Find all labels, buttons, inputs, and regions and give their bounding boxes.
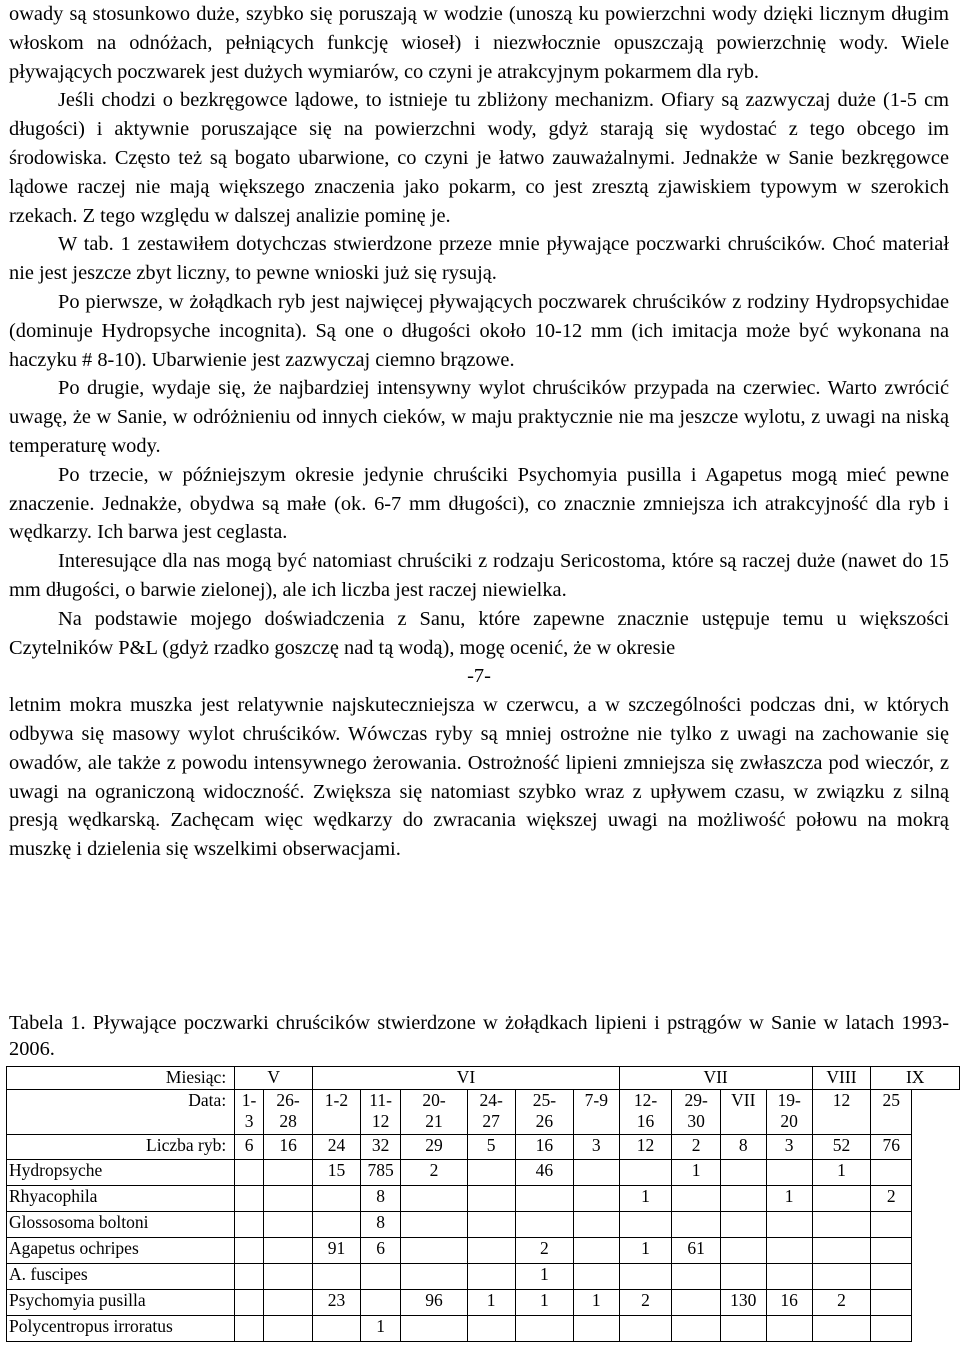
date-cell: 25 [871,1090,912,1135]
table-cell [672,1264,720,1290]
table-cell [401,1264,467,1290]
table-cell: 785 [360,1160,401,1186]
date-cell: 12 [812,1090,871,1135]
body-text-continued [9,691,949,864]
table-cell: 2 [401,1160,467,1186]
table-cell [235,1264,264,1290]
caddisfly-table [6,1066,960,1342]
table-cell [263,1212,312,1238]
table-cell [766,1264,812,1290]
table-cell: 46 [515,1160,573,1186]
table-cell [812,1212,871,1238]
table-cell [672,1316,720,1342]
table-cell [360,1290,401,1316]
table-cell [720,1264,766,1290]
table-cell [467,1316,515,1342]
table-cell [812,1264,871,1290]
table-cell: 1 [619,1238,672,1264]
table-cell [515,1212,573,1238]
table-cell: 130 [720,1290,766,1316]
date-cell: 26- 28 [263,1090,312,1135]
table-cell: 8 [360,1186,401,1212]
table-cell [313,1186,360,1212]
table-cell [871,1264,912,1290]
date-cell: 11- 12 [360,1090,401,1135]
page-number: -7- [467,665,491,688]
table-cell [360,1264,401,1290]
paragraph: owady są stosunkowo duże, szybko się poruszają w wodzie (unoszą ku powierzchni wody dzięki licznym długim włoskom na odnóżach, pełniących funkcję wioseł) i niezwłocznie opuszczają powierzchnię wody. Wiele pływających poczwarek jest dużych wymiarów, co czyni je atrakcyjnym pokarmem dla ryb. [9,3,949,83]
table-cell [871,1160,912,1186]
table-cell: 2 [871,1186,912,1212]
table-cell [812,1238,871,1264]
fish-count-cell: 29 [401,1135,467,1160]
table-cell [766,1316,812,1342]
table-cell: 1 [573,1290,619,1316]
paragraph: W tab. 1 zestawiłem dotychczas stwierdzone przeze mnie pływające poczwarki chruścików. Choć materiał nie jest jeszcze zbyt liczny, to pewne wnioski już się rysują. [9,233,949,285]
table-cell [619,1212,672,1238]
table-cell [313,1212,360,1238]
table-cell [235,1316,264,1342]
table-cell [263,1316,312,1342]
table-cell [573,1264,619,1290]
table-row [7,1290,960,1316]
table-cell: 6 [360,1238,401,1264]
month-cell: VIII [812,1067,871,1090]
fish-count-cell: 24 [313,1135,360,1160]
table-cell: 2 [812,1290,871,1316]
table-cell [766,1212,812,1238]
fish-count-cell: 76 [871,1135,912,1160]
table-cell [812,1316,871,1342]
table-cell: 1 [812,1160,871,1186]
month-header-row [7,1067,960,1090]
paragraph: Interesujące dla nas mogą być natomiast chruściki z rodzaju Sericostoma, które są raczej duże (nawet do 15 mm długości, o barwie zielonej), ale ich liczba jest raczej niewielka. [9,550,949,601]
fish-count-row [7,1135,960,1160]
fish-count-cell: 8 [720,1135,766,1160]
table-cell [766,1160,812,1186]
table-cell: 23 [313,1290,360,1316]
table-cell [235,1290,264,1316]
fish-count-cell: 6 [235,1135,264,1160]
table-cell: 96 [401,1290,467,1316]
table-row [7,1238,960,1264]
paragraph: Jeśli chodzi o bezkręgowce lądowe, to istnieje tu zbliżony mechanizm. Ofiary są zazwyczaj duże (1-5 cm długości) i aktywnie poruszające się na powierzchni wody, gdyż starają się wydostać z tego obcego im środowiska. Często też są bogato ubarwione, co czyni je łatwo zauważalnymi. Jednakże w Sanie bezkręgowce lądowe raczej nie mają większego znaczenia jako pokarm, co jest zresztą zjawiskiem typowym w szerokich rzekach. Z tego względu w dalszej analizie pominę je. [9,89,949,227]
table-cell [313,1264,360,1290]
species-name: Psychomyia pusilla [7,1290,235,1316]
species-name: Glossosoma boltoni [7,1212,235,1238]
table-cell [573,1316,619,1342]
table-cell [515,1186,573,1212]
table-cell [871,1290,912,1316]
species-name: Rhyacophila [7,1186,235,1212]
table-cell [467,1238,515,1264]
table-row [7,1316,960,1342]
table-row [7,1160,960,1186]
table-cell [720,1186,766,1212]
table-cell [720,1316,766,1342]
table-cell [871,1238,912,1264]
table-cell: 1 [672,1160,720,1186]
table-cell: 16 [766,1290,812,1316]
table-cell [467,1212,515,1238]
paragraph: Na podstawie mojego doświadczenia z Sanu, które zapewne znacznie ustępuje temu u większości Czytelników P&L (gdyż rzadko goszczę nad tą wodą), mogę ocenić, że w okresie [9,607,949,659]
fish-count-cell: 12 [619,1135,672,1160]
table-cell [672,1186,720,1212]
species-name: Hydropsyche [7,1160,235,1186]
table-cell [467,1186,515,1212]
table-cell [263,1238,312,1264]
table-cell: 1 [515,1264,573,1290]
table-cell: 1 [360,1316,401,1342]
species-name: Agapetus ochripes [7,1238,235,1264]
month-cell: V [235,1067,313,1090]
table-cell [871,1316,912,1342]
paragraph: Po pierwsze, w żołądkach ryb jest najwięcej pływających poczwarek chruścików z rodziny Hydropsychidae (dominuje Hydropsyche incognita). Są one o długości około 10-12 mm (ich imitacja może być wykonana na haczyku # 8-10). Ubarwienie jest zazwyczaj ciemno brązowe. [9,290,949,371]
fish-count-cell: 16 [515,1135,573,1160]
table-cell: 61 [672,1238,720,1264]
fish-count-label: Liczba ryb: [7,1135,235,1160]
fish-count-cell: 16 [263,1135,312,1160]
table-cell [263,1264,312,1290]
table-cell [766,1238,812,1264]
table-cell [401,1212,467,1238]
date-cell: 20- 21 [401,1090,467,1135]
date-cell: 29- 30 [672,1090,720,1135]
fish-count-cell: 5 [467,1135,515,1160]
table-cell: 1 [619,1186,672,1212]
table-cell [812,1186,871,1212]
date-cell: 7-9 [573,1090,619,1135]
paragraph: Po trzecie, w późniejszym okresie jedynie chruściki Psychomyia pusilla i Agapetus mogą mieć pewne znaczenie. Jednakże, obydwa są małe (ok. 6-7 mm długości), co znacznie zmniejsza ich atrakcyjność dla ryb i wędkarzy. Ich barwa jest ceglasta. [9,463,949,544]
table-cell [573,1160,619,1186]
table-cell [401,1316,467,1342]
table-cell [263,1290,312,1316]
table-cell [235,1212,264,1238]
table-cell [720,1238,766,1264]
paragraph: letnim mokra muszka jest relatywnie najskuteczniejsza w czerwcu, a w szczególności podczas dni, w których odbywa się masowy wylot chruścików. Wówczas ryby są mniej ostrożne nie tylko z uwagi na zachowanie się owadów, ale także z powodu intensywnego żerowania. Ostrożność lipieni zmniejsza się zwłaszcza pod wieczór, z uwagi na ograniczoną widoczność. Zwiększa się natomiast szybko wraz z upływem czasu, w związku z silną presją wędkarską. Zachęcam więc wędkarzy do zwracania większej uwagi na możliwość połowu na mokrą muszkę i dzielenia się wszelkimi obserwacjami. [9,694,949,861]
table-cell [573,1238,619,1264]
fish-count-cell: 3 [573,1135,619,1160]
date-cell: 12- 16 [619,1090,672,1135]
fish-count-cell: 2 [672,1135,720,1160]
table-cell [720,1212,766,1238]
species-name: Polycentropus irroratus [7,1316,235,1342]
table-cell [871,1212,912,1238]
date-cell: 24- 27 [467,1090,515,1135]
date-cell: 25- 26 [515,1090,573,1135]
table-cell: 1 [515,1290,573,1316]
species-name: A. fuscipes [7,1264,235,1290]
table-cell [672,1290,720,1316]
month-cell: VI [313,1067,619,1090]
date-cell: 1-2 [313,1090,360,1135]
table-cell [515,1316,573,1342]
document-page [9,0,949,1336]
table-cell [235,1186,264,1212]
table-cell [467,1264,515,1290]
table-cell: 15 [313,1160,360,1186]
table-cell [263,1160,312,1186]
table-cell: 1 [766,1186,812,1212]
table-cell: 91 [313,1238,360,1264]
date-cell: 1- 3 [235,1090,264,1135]
table-cell [313,1316,360,1342]
table-cell [720,1160,766,1186]
table-row [7,1212,960,1238]
month-label: Miesiąc: [7,1067,235,1090]
fish-count-cell: 3 [766,1135,812,1160]
table-cell [263,1186,312,1212]
table-cell: 1 [467,1290,515,1316]
table-row [7,1186,960,1212]
table-row [7,1264,960,1290]
fish-count-cell: 52 [812,1135,871,1160]
table-cell [573,1212,619,1238]
table-cell [573,1186,619,1212]
table-cell [672,1212,720,1238]
month-cell: VII [619,1067,812,1090]
body-text [9,0,949,662]
fish-count-cell: 32 [360,1135,401,1160]
table-cell: 2 [619,1290,672,1316]
table-cell: 8 [360,1212,401,1238]
table-cell [235,1160,264,1186]
date-label: Data: [7,1090,235,1135]
table-cell [619,1264,672,1290]
table-cell [401,1186,467,1212]
date-header-row [7,1090,960,1135]
table-cell [619,1316,672,1342]
paragraph: Po drugie, wydaje się, że najbardziej intensywny wylot chruścików przypada na czerwiec. Warto zwrócić uwagę, że w Sanie, w odróżnieniu od innych cieków, w maju praktycznie nie ma jeszcze wylotu, z uwagi na niską temperaturę wody. [9,377,949,457]
table-cell [619,1160,672,1186]
month-cell: IX [871,1067,960,1090]
table-cell [235,1238,264,1264]
table-cell [401,1238,467,1264]
date-cell: 19- 20 [766,1090,812,1135]
table-cell [467,1160,515,1186]
table-cell: 2 [515,1238,573,1264]
table-caption: Tabela 1. Pływające poczwarki chruścików stwierdzone w żołądkach lipieni i pstrągów w Sanie w latach 1993-2006. [9,1012,949,1060]
date-cell: VII [720,1090,766,1135]
